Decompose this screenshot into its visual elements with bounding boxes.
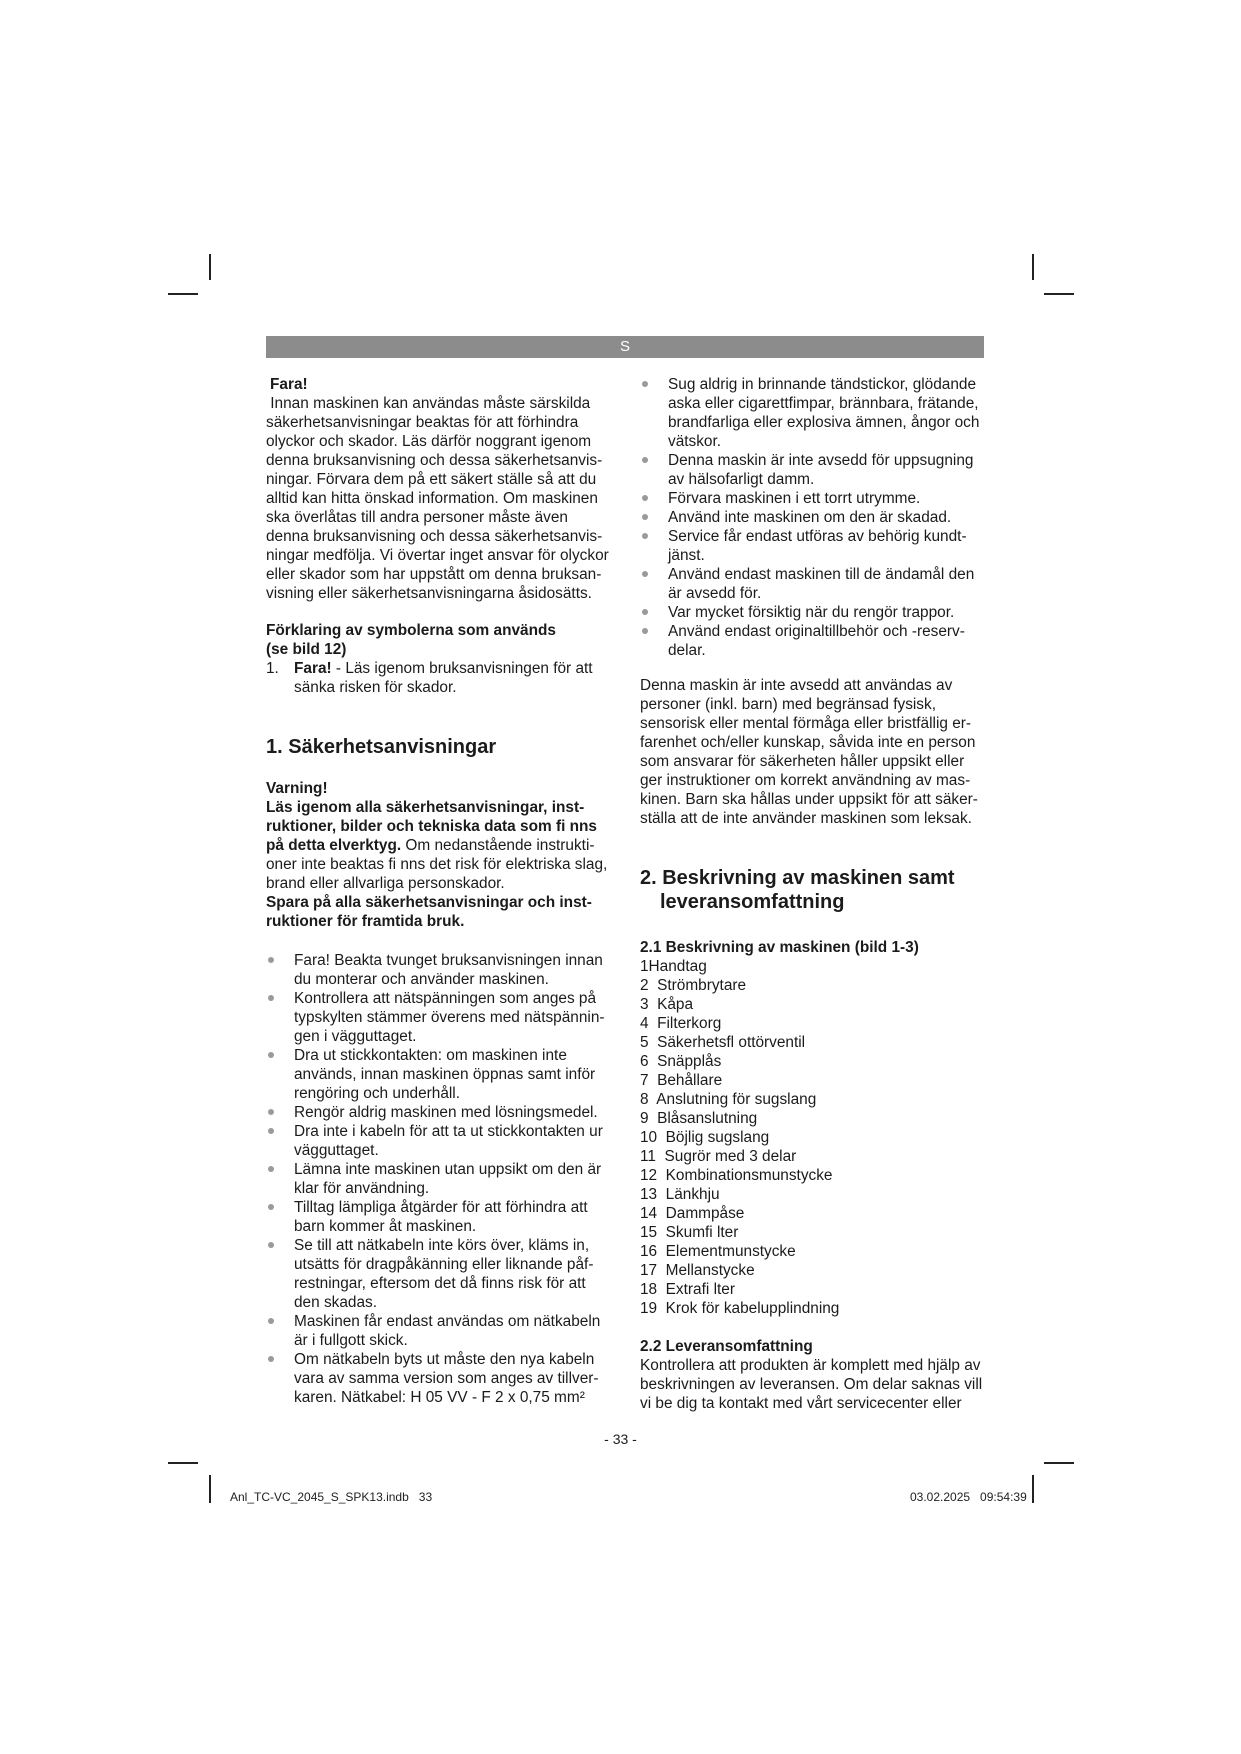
danger-title: Fara! — [270, 376, 308, 393]
text-line: Kontrollera att produkten är komplett med hjälp av — [640, 1357, 981, 1374]
text-line: gen i vägguttaget. — [294, 1028, 417, 1045]
list-item — [266, 1160, 616, 1198]
text-line: aska eller cigarettfimpar, brännbara, frätande, — [668, 395, 979, 412]
text-line: 2. Beskrivning av maskinen samt — [640, 867, 955, 889]
text-line: Använd inte maskinen om den är skadad. — [668, 509, 952, 526]
section2-title — [640, 866, 990, 914]
text-line: typskylten stämmer överens med nätspännin- — [294, 1009, 605, 1026]
text-line: Använd endast originaltillbehör och -reserv- — [668, 623, 965, 640]
list-item — [266, 989, 616, 1046]
text-line: Fara! Beakta tvunget bruksanvisningen innan — [294, 952, 603, 969]
text-line: Rengör aldrig maskinen med lösningsmedel. — [294, 1104, 598, 1121]
language-header-bar — [266, 336, 984, 358]
list-item — [266, 1350, 616, 1407]
delivery-paragraph — [640, 1356, 990, 1413]
text-line: på detta elverktyg. — [266, 837, 402, 854]
list-item — [640, 527, 990, 565]
text-line: brandfarliga eller explosiva ämnen, ångor och — [668, 414, 980, 431]
text-line: Förklaring av symbolerna som används — [266, 622, 556, 639]
text-line: (se bild 12) — [266, 641, 347, 658]
text-line: rengöring och underhåll. — [294, 1085, 460, 1102]
list-item — [266, 1103, 616, 1122]
text-line: eller skador som har uppstått om denna bruksan- — [266, 566, 602, 583]
text-line: sänka risken för skador. — [294, 679, 457, 696]
symbol-danger-label: Fara! — [294, 660, 332, 677]
text-line: Använd endast maskinen till de ändamål den — [668, 566, 975, 583]
crop-mark — [1032, 1475, 1034, 1503]
page-number: - 33 - — [604, 1431, 637, 1447]
persons-paragraph — [640, 676, 990, 828]
language-label: S — [619, 338, 630, 355]
footer-datetime: 03.02.2025 09:54:39 — [910, 1490, 1027, 1504]
text-line: används, innan maskinen öppnas samt inför — [294, 1066, 596, 1083]
warning-paragraph — [266, 798, 616, 931]
list-item — [640, 489, 990, 508]
text-line: du monterar och använder maskinen. — [294, 971, 549, 988]
text-line: Sug aldrig in brinnande tändstickor, glödande — [668, 376, 977, 393]
right-column — [640, 375, 990, 1413]
list-item — [640, 622, 990, 660]
list-item: 1Handtag — [640, 958, 707, 975]
text-line: klar för användning. — [294, 1180, 430, 1197]
list-item — [640, 451, 990, 489]
text-line: olyckor och skador. Läs därför noggrant igenom — [266, 433, 592, 450]
text-line: restningar, eftersom det då finns risk för att — [294, 1275, 586, 1292]
text-line: Maskinen får endast användas om nätkabeln — [294, 1313, 601, 1330]
list-item — [640, 565, 990, 603]
text-line: beskrivningen av leveransen. Om delar saknas vill — [640, 1376, 983, 1393]
text-line: delar. — [668, 642, 706, 659]
list-item: 17 Mellanstycke — [640, 1262, 755, 1279]
text-line: denna bruksanvisning och dessa säkerhetsanvis- — [266, 452, 603, 469]
list-item: 16 Elementmunstycke — [640, 1243, 796, 1260]
list-item: 2 Strömbrytare — [640, 977, 747, 994]
list-item: 11 Sugrör med 3 delar — [640, 1148, 797, 1165]
text-line: alltid kan hitta önskad information. Om maskinen — [266, 490, 598, 507]
list-item: 14 Dammpåse — [640, 1205, 745, 1222]
list-item: 4 Filterkorg — [640, 1015, 722, 1032]
symbol-item — [266, 659, 616, 697]
text-line: ger instruktioner om korrekt användning av mas- — [640, 772, 971, 789]
text-line: vara av samma version som anges av tillver- — [294, 1370, 599, 1387]
text-line: säkerhetsanvisningar beaktas för att förhindra — [266, 414, 579, 431]
footer-file-info: Anl_TC-VC_2045_S_SPK13.indb 33 — [230, 1490, 433, 1504]
text-line: Dra inte i kabeln för att ta ut stickkontakten ur — [294, 1123, 603, 1140]
text-line: av hälsofarligt damm. — [668, 471, 815, 488]
text-line: Innan maskinen kan användas måste särskilda — [266, 395, 591, 412]
text-line: Service får endast utföras av behörig kundt- — [668, 528, 967, 545]
list-item: 5 Säkerhetsfl ottörventil — [640, 1034, 806, 1051]
list-item: 10 Böjlig sugslang — [640, 1129, 770, 1146]
left-column — [266, 375, 616, 1407]
list-item: 9 Blåsanslutning — [640, 1110, 758, 1127]
text-line: karen. Nätkabel: H 05 VV - F 2 x 0,75 mm² — [294, 1389, 585, 1406]
text-line: denna bruksanvisning och dessa säkerhetsanvis- — [266, 528, 603, 545]
text-line: ningar. Förvara dem på ett säkert ställe så att du — [266, 471, 597, 488]
text-line: oner inte beaktas fi nns det risk för elektriska slag, — [266, 856, 608, 873]
crop-mark — [168, 1462, 198, 1464]
text-line: farenhet och/eller kunskap, såvida inte en person — [640, 734, 976, 751]
list-item: 6 Snäpplås — [640, 1053, 722, 1070]
list-item — [640, 508, 990, 527]
text-line: Om nätkabeln byts ut måste den nya kabeln — [294, 1351, 595, 1368]
text-line: brand eller allvarliga personskador. — [266, 875, 505, 892]
section1-title: 1. Säkerhetsanvisningar — [266, 736, 497, 758]
crop-mark — [209, 254, 211, 280]
text-line: Spara på alla säkerhetsanvisningar och inst- — [266, 894, 592, 911]
list-item — [640, 603, 990, 622]
parts-list — [640, 957, 990, 1318]
warning-label: Varning! — [266, 780, 328, 797]
text-line: vägguttaget. — [294, 1142, 379, 1159]
crop-mark — [1044, 293, 1074, 295]
text-line: Dra ut stickkontakten: om maskinen inte — [294, 1047, 567, 1064]
text-line: vätskor. — [668, 433, 722, 450]
text-line: som ansvarar för säkerheten håller uppsikt eller — [640, 753, 965, 770]
text-line: ningar medfölja. Vi övertar inget ansvar för olyckor — [266, 547, 609, 564]
item-number: 1. — [266, 660, 279, 677]
list-item: 15 Skumfi lter — [640, 1224, 739, 1241]
list-item: 19 Krok för kabelupplindning — [640, 1300, 840, 1317]
text-line: Se till att nätkabeln inte körs över, kläms in, — [294, 1237, 590, 1254]
text-line: den skadas. — [294, 1294, 377, 1311]
text-line: Lämna inte maskinen utan uppsikt om den är — [294, 1161, 602, 1178]
text-line: Om nedanstående instrukti- — [401, 837, 595, 854]
list-item: 3 Kåpa — [640, 996, 694, 1013]
crop-mark — [1044, 1462, 1074, 1464]
text-line: vi be dig ta kontakt med vårt servicecenter eller — [640, 1395, 962, 1412]
text-line: ska överlåtas till andra personer måste även — [266, 509, 568, 526]
text-line: Denna maskin är inte avsedd för uppsugning — [668, 452, 974, 469]
list-item — [266, 1198, 616, 1236]
text-line: Förvara maskinen i ett torrt utrymme. — [668, 490, 921, 507]
subsection-2-2-title: 2.2 Leveransomfattning — [640, 1338, 813, 1355]
text-line: är i fullgott skick. — [294, 1332, 408, 1349]
list-item — [266, 1046, 616, 1103]
text-line: kinen. Barn ska hållas under uppsikt för att säker- — [640, 791, 978, 808]
crop-mark — [1032, 254, 1034, 280]
list-item: 7 Behållare — [640, 1072, 723, 1089]
list-item: 18 Extrafi lter — [640, 1281, 735, 1298]
text-line: jänst. — [668, 547, 705, 564]
text-line: - Läs igenom bruksanvisningen för att — [331, 660, 593, 677]
text-line: ruktioner för framtida bruk. — [266, 913, 465, 930]
list-item — [640, 375, 990, 451]
safety-bullet-list — [266, 951, 616, 1407]
text-line: sensorisk eller mental förmåga eller bristfällig er- — [640, 715, 972, 732]
crop-mark — [209, 1475, 211, 1503]
text-line: utsätts för dragpåkänning eller liknande påf- — [294, 1256, 594, 1273]
text-line: Denna maskin är inte avsedd att användas av — [640, 677, 953, 694]
text-line: barn kommer åt maskinen. — [294, 1218, 477, 1235]
text-line: personer (inkl. barn) med begränsad fysisk, — [640, 696, 936, 713]
text-line: visning eller säkerhetsanvisningarna åsidosätts. — [266, 585, 592, 602]
crop-mark — [168, 293, 198, 295]
text-line: leveransomfattning — [660, 891, 845, 913]
list-item: 8 Anslutning för sugslang — [640, 1091, 817, 1108]
safety-bullet-list-continued — [640, 375, 990, 660]
text-line: Läs igenom alla säkerhetsanvisningar, inst- — [266, 799, 585, 816]
text-line: ställa att de inte använder maskinen som leksak. — [640, 810, 972, 827]
text-line: ruktioner, bilder och tekniska data som fi nns — [266, 818, 597, 835]
subsection-2-1-title: 2.1 Beskrivning av maskinen (bild 1-3) — [640, 939, 919, 956]
text-line: är avsedd för. — [668, 585, 762, 602]
text-line: Tilltag lämpliga åtgärder för att förhindra att — [294, 1199, 588, 1216]
symbols-heading — [266, 621, 616, 659]
intro-paragraph — [266, 394, 616, 603]
text-line: Var mycket försiktig när du rengör trappor. — [668, 604, 955, 621]
list-item: 12 Kombinationsmunstycke — [640, 1167, 833, 1184]
list-item — [266, 1236, 616, 1312]
list-item — [266, 951, 616, 989]
text-line: Kontrollera att nätspänningen som anges på — [294, 990, 597, 1007]
list-item: 13 Länkhju — [640, 1186, 720, 1203]
list-item — [266, 1122, 616, 1160]
list-item — [266, 1312, 616, 1350]
